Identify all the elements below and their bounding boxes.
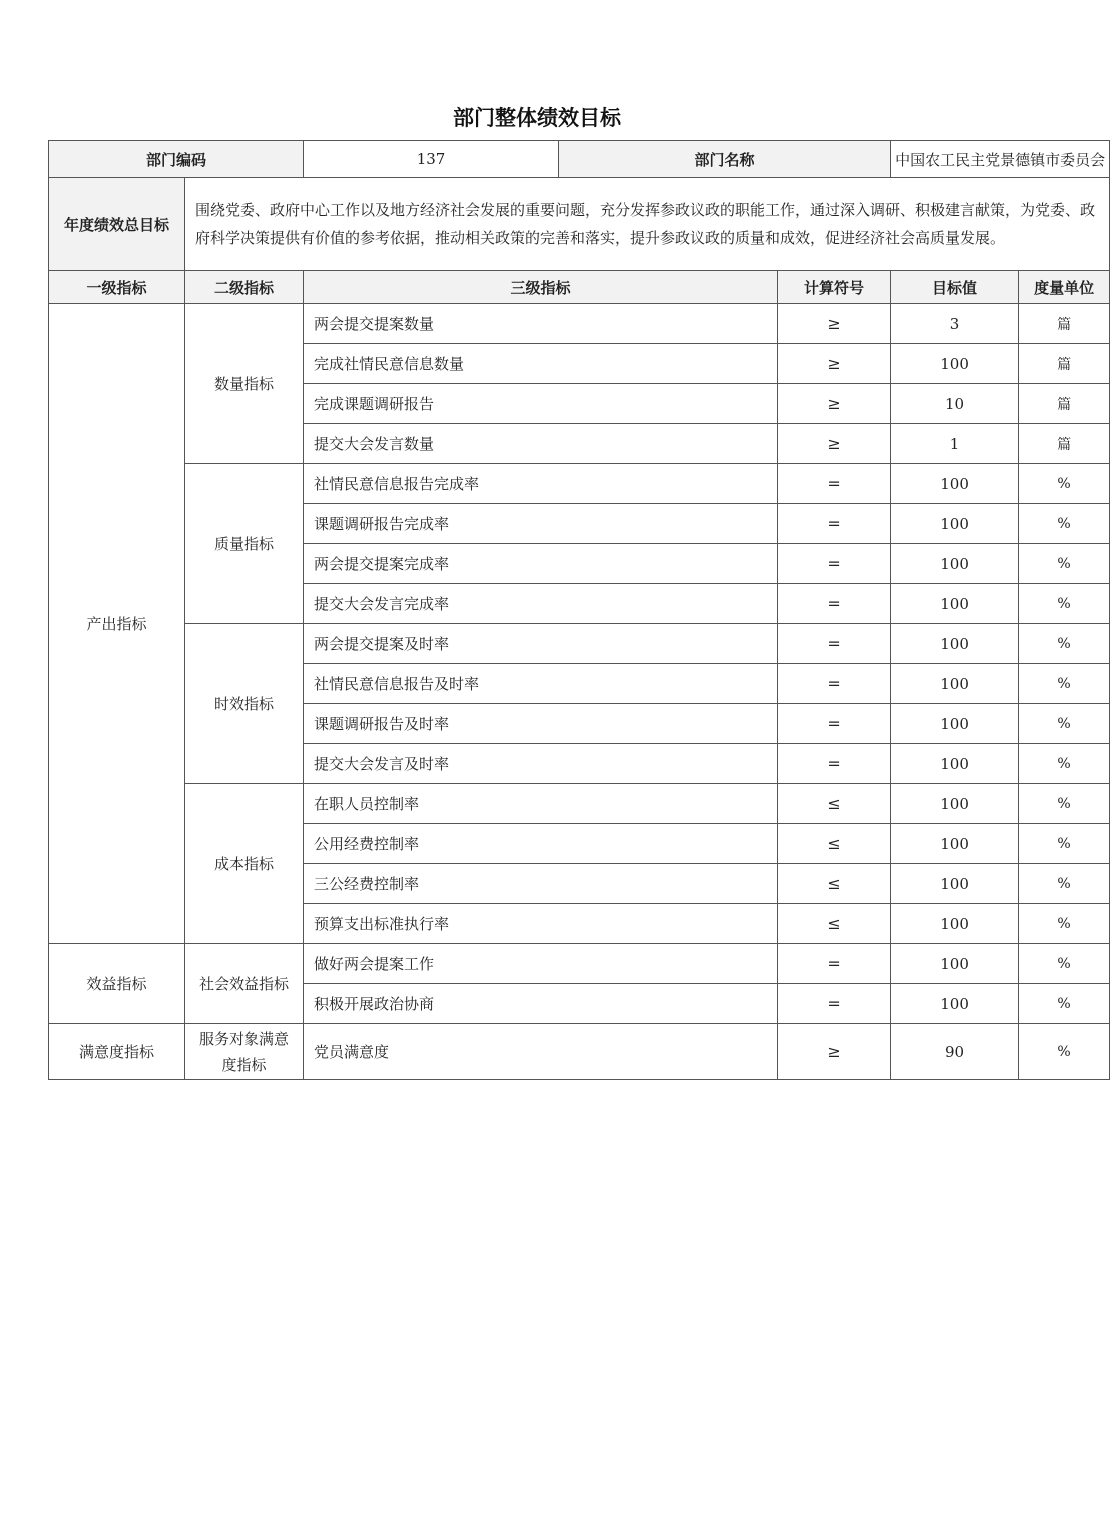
indicator-symbol: = — [778, 624, 891, 664]
indicator-target: 100 — [891, 864, 1019, 904]
table-row — [49, 464, 1110, 504]
indicator-name: 提交大会发言数量 — [304, 424, 778, 464]
indicator-name: 提交大会发言完成率 — [304, 584, 778, 624]
level2-timeliness: 时效指标 — [185, 624, 304, 784]
indicator-unit: % — [1019, 624, 1110, 664]
indicator-target: 3 — [891, 304, 1019, 344]
indicator-unit: % — [1019, 784, 1110, 824]
goal-label: 年度绩效总目标 — [49, 178, 185, 271]
indicator-name: 社情民意信息报告完成率 — [304, 464, 778, 504]
indicator-target: 100 — [891, 984, 1019, 1024]
indicator-target: 100 — [891, 944, 1019, 984]
goal-text: 围绕党委、政府中心工作以及地方经济社会发展的重要问题，充分发挥参政议政的职能工作，通过深入调研、积极建言献策，为党委、政府科学决策提供有价值的参考依据，推动相关政策的完善和落实，提升参政议政的质量和成效，促进经济社会高质量发展。 — [185, 178, 1110, 271]
indicator-name: 两会提交提案完成率 — [304, 544, 778, 584]
indicator-unit: 篇 — [1019, 424, 1110, 464]
indicator-unit: % — [1019, 744, 1110, 784]
table-row — [49, 304, 1110, 344]
indicator-unit: % — [1019, 904, 1110, 944]
level1-benefit: 效益指标 — [49, 944, 185, 1024]
indicator-name: 积极开展政治协商 — [304, 984, 778, 1024]
table-row — [49, 784, 1110, 824]
header-row — [49, 271, 1110, 304]
indicator-name: 完成社情民意信息数量 — [304, 344, 778, 384]
indicator-name: 两会提交提案数量 — [304, 304, 778, 344]
indicator-symbol: = — [778, 504, 891, 544]
indicator-symbol: ≤ — [778, 824, 891, 864]
header-symbol: 计算符号 — [778, 271, 891, 304]
indicator-target: 100 — [891, 624, 1019, 664]
level2-cost: 成本指标 — [185, 784, 304, 944]
indicator-symbol: = — [778, 584, 891, 624]
indicator-unit: % — [1019, 544, 1110, 584]
indicator-name: 社情民意信息报告及时率 — [304, 664, 778, 704]
indicator-name: 做好两会提案工作 — [304, 944, 778, 984]
indicator-unit: % — [1019, 824, 1110, 864]
indicator-name: 完成课题调研报告 — [304, 384, 778, 424]
level1-output: 产出指标 — [49, 304, 185, 944]
indicator-symbol: = — [778, 544, 891, 584]
table-row — [49, 624, 1110, 664]
indicator-unit: % — [1019, 704, 1110, 744]
indicator-target: 100 — [891, 904, 1019, 944]
header-target: 目标值 — [891, 271, 1019, 304]
indicator-target: 100 — [891, 704, 1019, 744]
indicator-target: 100 — [891, 824, 1019, 864]
indicator-target: 100 — [891, 664, 1019, 704]
indicator-symbol: ≤ — [778, 864, 891, 904]
indicator-symbol: ≥ — [778, 344, 891, 384]
indicator-name: 两会提交提案及时率 — [304, 624, 778, 664]
indicator-unit: % — [1019, 944, 1110, 984]
indicator-name: 三公经费控制率 — [304, 864, 778, 904]
indicator-symbol: ≤ — [778, 904, 891, 944]
dept-info-row — [49, 141, 1110, 178]
indicator-symbol: = — [778, 744, 891, 784]
dept-code-value: 137 — [304, 141, 559, 178]
indicator-name: 预算支出标准执行率 — [304, 904, 778, 944]
indicator-unit: % — [1019, 464, 1110, 504]
indicator-name: 课题调研报告完成率 — [304, 504, 778, 544]
header-unit: 度量单位 — [1019, 271, 1110, 304]
indicator-name: 课题调研报告及时率 — [304, 704, 778, 744]
header-level2: 二级指标 — [185, 271, 304, 304]
table-row — [49, 1024, 1110, 1080]
indicator-unit: % — [1019, 664, 1110, 704]
indicator-symbol: ≥ — [778, 304, 891, 344]
indicator-symbol: ≥ — [778, 424, 891, 464]
level2-quantity: 数量指标 — [185, 304, 304, 464]
indicator-symbol: = — [778, 984, 891, 1024]
performance-table — [48, 140, 1110, 1080]
level2-service: 服务对象满意度指标 — [185, 1024, 304, 1080]
header-level3: 三级指标 — [304, 271, 778, 304]
dept-name-value: 中国农工民主党景德镇市委员会 — [891, 141, 1110, 178]
indicator-target: 100 — [891, 584, 1019, 624]
indicator-unit: % — [1019, 864, 1110, 904]
dept-name-label: 部门名称 — [559, 141, 891, 178]
indicator-symbol: ≤ — [778, 784, 891, 824]
level1-satisfaction: 满意度指标 — [49, 1024, 185, 1080]
header-level1: 一级指标 — [49, 271, 185, 304]
indicator-name: 提交大会发言及时率 — [304, 744, 778, 784]
indicator-target: 10 — [891, 384, 1019, 424]
indicator-target: 100 — [891, 504, 1019, 544]
indicator-name: 在职人员控制率 — [304, 784, 778, 824]
goal-row — [49, 178, 1110, 271]
indicator-target: 1 — [891, 424, 1019, 464]
page-title: 部门整体绩效目标 — [453, 106, 621, 130]
indicator-target: 100 — [891, 344, 1019, 384]
indicator-unit: 篇 — [1019, 344, 1110, 384]
indicator-target: 100 — [891, 464, 1019, 504]
indicator-unit: 篇 — [1019, 384, 1110, 424]
indicator-unit: 篇 — [1019, 304, 1110, 344]
indicator-unit: % — [1019, 1024, 1110, 1080]
indicator-target: 100 — [891, 784, 1019, 824]
indicator-name: 公用经费控制率 — [304, 824, 778, 864]
indicator-name: 党员满意度 — [304, 1024, 778, 1080]
indicator-symbol: = — [778, 464, 891, 504]
indicator-symbol: = — [778, 944, 891, 984]
indicator-unit: % — [1019, 584, 1110, 624]
indicator-target: 100 — [891, 744, 1019, 784]
level2-social: 社会效益指标 — [185, 944, 304, 1024]
indicator-unit: % — [1019, 984, 1110, 1024]
indicator-target: 90 — [891, 1024, 1019, 1080]
indicator-symbol: = — [778, 664, 891, 704]
indicator-target: 100 — [891, 544, 1019, 584]
dept-code-label: 部门编码 — [49, 141, 304, 178]
table-row — [49, 944, 1110, 984]
indicator-symbol: = — [778, 704, 891, 744]
level2-quality: 质量指标 — [185, 464, 304, 624]
indicator-symbol: ≥ — [778, 384, 891, 424]
indicator-unit: % — [1019, 504, 1110, 544]
indicator-symbol: ≥ — [778, 1024, 891, 1080]
